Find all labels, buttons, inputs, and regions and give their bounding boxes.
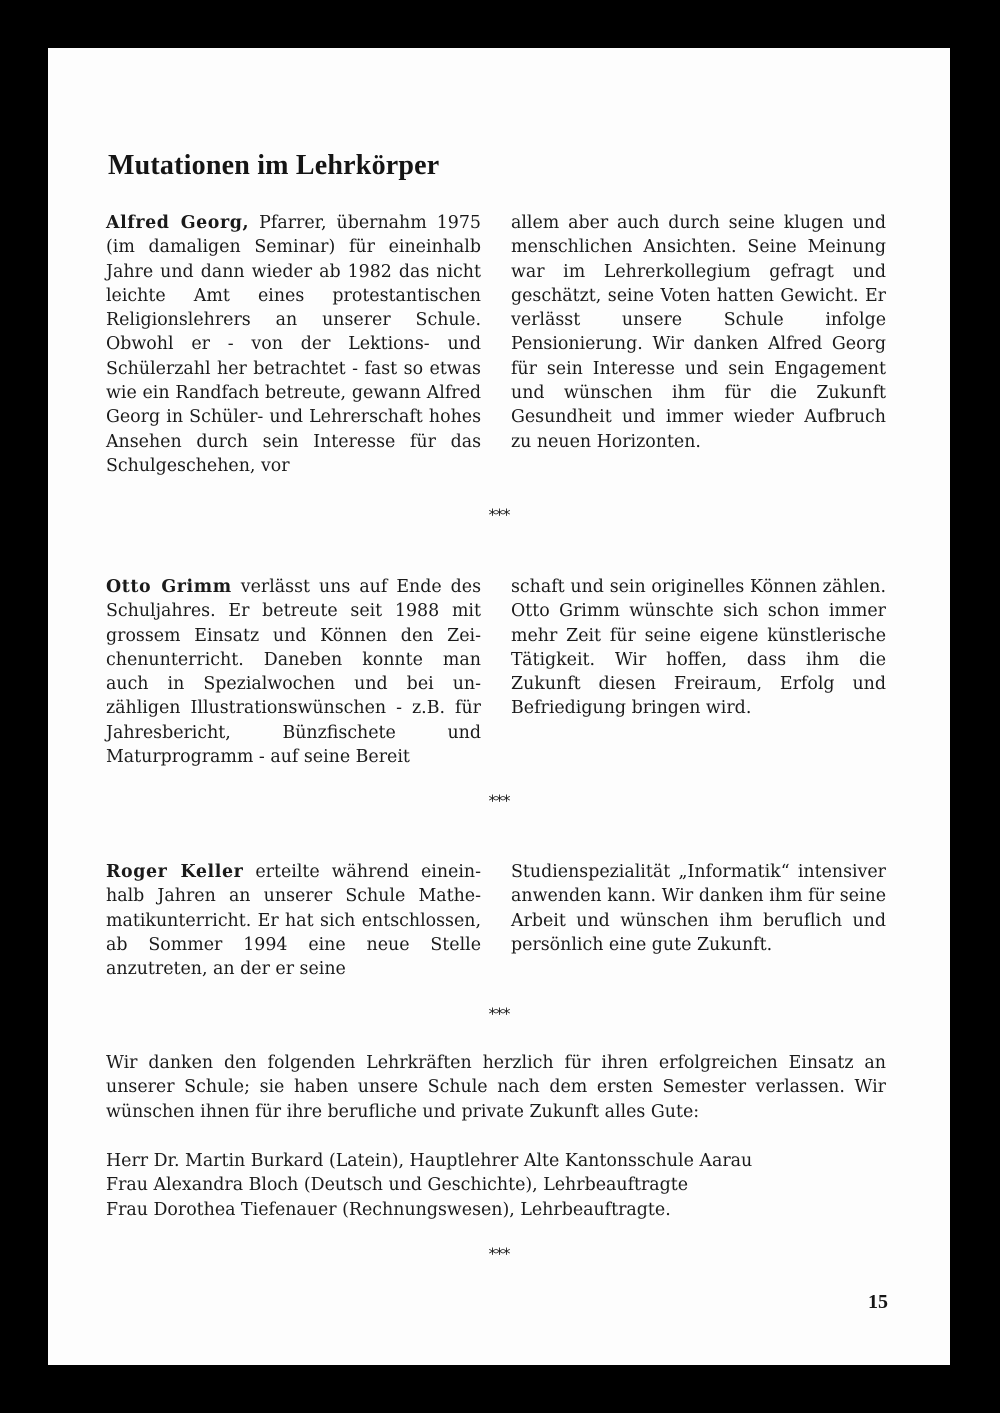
section-1-right-column bbox=[511, 211, 886, 478]
section-1-name: Alfred Georg, bbox=[106, 213, 250, 233]
list-item: Herr Dr. Martin Burkard (Latein), Hauptlehrer Alte Kantonsschule Aarau bbox=[106, 1151, 753, 1171]
section-2-name: Otto Grimm bbox=[106, 577, 232, 597]
section-1-left-column bbox=[106, 211, 481, 478]
section-1-left-text: Pfarrer, übernahm 1975 (im damaligen Seminar) für eineinhalb Jahre und dann wieder ab 1982 das nicht leichte Amt eines protestantischen Religionslehrers an unserer Schule. Obwohl er - von der Lektions- und Schülerzahl her betrachtet - fast so etwas wie ein Randfach betreute, gewann Alfred Georg in Schüler- und Lehrerschaft hohes Ansehen durch sein Interesse für das Schulgeschehen, vor bbox=[106, 213, 481, 476]
section-3-right-text: Studienspezialität „Informatik“ intensiver anwenden kann. Wir danken ihm für seine Arbeit und wünschen ihm beruflich und persönlich eine gute Zukunft. bbox=[511, 862, 886, 955]
section-roger-keller bbox=[106, 860, 886, 981]
list-item: Frau Dorothea Tiefenauer (Rechnungswesen), Lehrbeauftragte. bbox=[106, 1199, 671, 1220]
section-3-name: Roger Keller bbox=[106, 862, 244, 882]
departed-teachers-list bbox=[106, 1149, 886, 1222]
section-1-right-text: allem aber auch durch seine klugen und menschlichen Ansichten. Seine Meinung war im Lehrerkollegium gefragt und geschätzt, seine Voten hatten Gewicht. Er verlässt unsere Schule infolge Pensionierung. Wir danken Alfred Georg für sein Interesse und sein Engagement und wünschen ihm für die Zukunft Gesundheit und immer wieder Aufbruch zu neuen Horizonten. bbox=[511, 213, 886, 452]
section-2-right-column bbox=[511, 575, 886, 769]
section-2-left-text: verlässt uns auf Ende des Schuljahres. Er betreute seit 1988 mit grossem Einsatz und Können den Zeichenunterricht. Daneben konnte man auch in Spezialwochen und bei unzähligen Illustrationswünschen - z.B. für Jahresbericht, Bünzfischete und Maturprogramm - auf seine Bereit bbox=[106, 577, 481, 768]
section-otto-grimm bbox=[106, 575, 886, 769]
section-3-left-text: erteilte während eineinhalb Jahren an unserer Schule Mathematikunterricht. Er hat sich entschlossen, ab Sommer 1994 eine neue Stelle anzutreten, an der er seine bbox=[106, 862, 482, 980]
section-alfred-georg bbox=[106, 211, 886, 478]
separator-4: *** bbox=[488, 1244, 510, 1263]
separator-3: *** bbox=[488, 1004, 510, 1023]
section-2-right-text: schaft und sein originelles Können zählen. Otto Grimm wünschte sich schon immer mehr Zeit für seine eigene künstlerische Tätigkeit. Wir hoffen, dass ihm die Zukunft diesen Freiraum, Erfolg und Befriedigung bringen wird. bbox=[511, 577, 886, 719]
closing-paragraph: Wir danken den folgenden Lehrkräften herzlich für ihren erfolgreichen Einsatz an unserer Schule; sie haben unsere Schule nach dem ersten Semester verlassen. Wir wünschen ihnen für ihre berufliche und private Zukunft alles Gute: bbox=[106, 1053, 886, 1122]
separator-2: *** bbox=[488, 791, 510, 810]
list-item: Frau Alexandra Bloch (Deutsch und Geschichte), Lehrbeauftragte bbox=[106, 1175, 689, 1196]
section-3-left-column bbox=[106, 860, 481, 981]
section-3-right-column bbox=[511, 860, 886, 981]
page-title: Mutationen im Lehrkörper bbox=[108, 150, 440, 181]
separator-1: *** bbox=[488, 505, 510, 524]
page-number: 15 bbox=[868, 1291, 888, 1313]
document-page bbox=[48, 48, 950, 1365]
section-2-left-column bbox=[106, 575, 481, 769]
